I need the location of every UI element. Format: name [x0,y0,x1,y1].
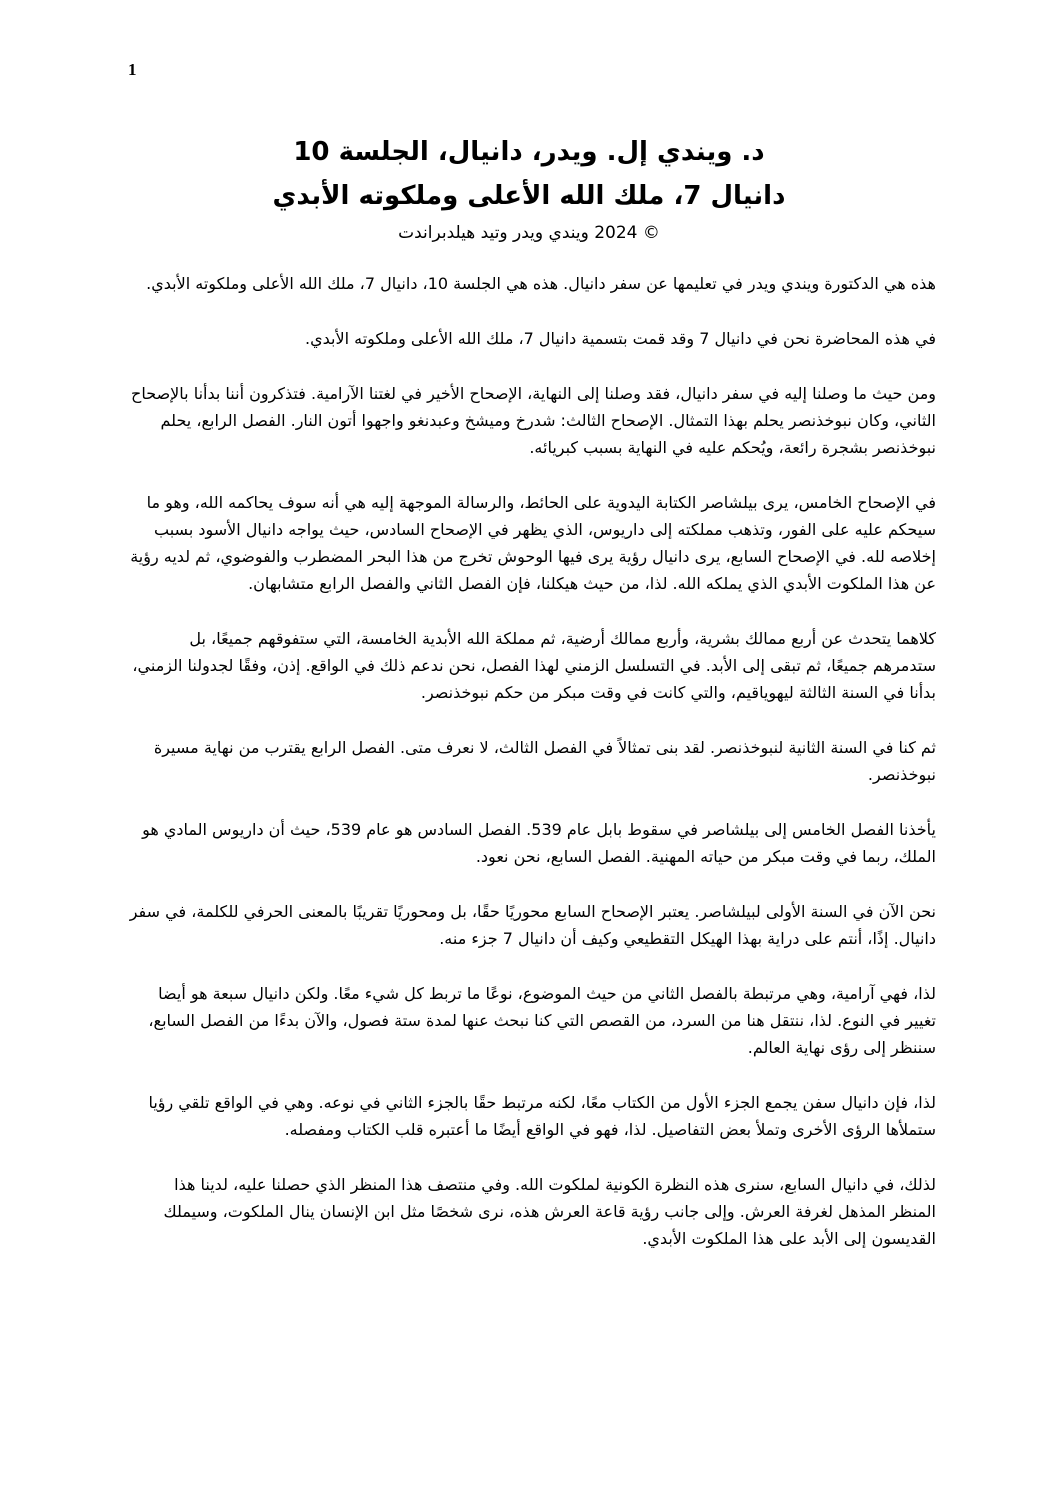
paragraph: لذا، فإن دانيال سفن يجمع الجزء الأول من الكتاب معًا، لكنه مرتبط حقًا بالجزء الثاني في نوعه. وهي في الواقع تلقي رؤيا ستملأها الرؤى الأخرى وتملأ بعض التفاصيل. لذا، فهو في الواقع أيضًا ما أعتبره قلب الكتاب ومفصله. [148,1093,936,1139]
document-header [120,130,938,248]
title-line-2: دانيال 7، ملك الله الأعلى وملكوته الأبدي [272,181,786,211]
title-line-1: د. ويندي إل. ويدر، دانيال، الجلسة 10 [293,137,765,167]
copyright-line: © 2024 ويندي ويدر وتيد هيلدبراندت [398,223,660,243]
paragraph: نحن الآن في السنة الأولى لبيلشاصر. يعتبر الإصحاح السابع محوريًا حقًا، بل ومحوريًا تقريبًا بالمعنى الحرفي للكلمة، في سفر دانيال. إذًا، أنتم على دراية بهذا الهيكل التقطيعي وكيف أن دانيال 7 جزء منه. [129,902,936,948]
paragraph: كلاهما يتحدث عن أربع ممالك بشرية، وأربع ممالك أرضية، ثم مملكة الله الأبدية الخامسة، التي ستفوقهم جميعًا، بل ستدمرهم جميعًا، ثم تبقى إلى الأبد. في التسلسل الزمني لهذا الفصل، نحن ندعم ذلك في الواقع. إذن، وفقًا لجدولنا الزمني، بدأنا في السنة الثالثة ليهوياقيم، والتي كانت في وقت مبكر من حكم نبوخذنصر. [132,629,936,702]
paragraph: لذا، فهي آرامية، وهي مرتبطة بالفصل الثاني من حيث الموضوع، نوعًا ما تربط كل شيء معًا. ولكن دانيال سبعة هو أيضا تغيير في النوع. لذا، ننتقل هنا من السرد، من القصص التي كنا نبحث عنها لمدة ستة فصول، والآن بدءًا من الفصل السابع، سننظر إلى رؤى نهاية العالم. [148,984,936,1057]
paragraph: في الإصحاح الخامس، يرى بيلشاصر الكتابة اليدوية على الحائط، والرسالة الموجهة إليه هي أنه سوف يحاكمه الله، وهو ما سيحكم عليه على الفور، وتذهب مملكته إلى داريوس، الذي يظهر في الإصحاح السادس، حيث يواجه دانيال الأسود بسبب إخلاصه لله. في الإصحاح السابع، يرى دانيال رؤية يرى فيها الوحوش تخرج من هذا البحر المضطرب والفوضوي، ثم لديه رؤية عن هذا الملكوت الأبدي الذي يملكه الله. لذا، من حيث هيكلنا، فإن الفصل الثاني والفصل الرابع متشابهان. [130,493,936,593]
paragraph: ثم كنا في السنة الثانية لنبوخذنصر. لقد بنى تمثالاً في الفصل الثالث، لا نعرف متى. الفصل الرابع يقترب من نهاية مسيرة نبوخذنصر. [153,738,936,784]
paragraph: هذه هي الدكتورة ويندي ويدر في تعليمها عن سفر دانيال. هذه هي الجلسة 10، دانيال 7، ملك الله الأعلى وملكوته الأبدي. [146,274,936,293]
document-body [128,270,936,1280]
paragraph: ومن حيث ما وصلنا إليه في سفر دانيال، فقد وصلنا إلى النهاية، الإصحاح الأخير في لغتنا الآرامية. فتذكرون أننا بدأنا بالإصحاح الثاني، وكان نبوخذنصر يحلم بهذا التمثال. الإصحاح الثالث: شدرخ وميشخ وعبدنغو واجهوا أتون النار. الفصل الرابع، يحلم نبوخذنصر بشجرة رائعة، ويُحكم عليه في النهاية بسبب كبريائه. [131,384,936,457]
paragraph: في هذه المحاضرة نحن في دانيال 7 وقد قمت بتسمية دانيال 7، ملك الله الأعلى وملكوته الأبدي. [305,329,936,348]
page-number: 1 [128,60,137,79]
paragraph: لذلك، في دانيال السابع، سنرى هذه النظرة الكونية لملكوت الله. وفي منتصف هذا المنظر الذي حصلنا عليه، لدينا هذا المنظر المذهل لغرفة العرش. وإلى جانب رؤية قاعة العرش هذه، نرى شخصًا مثل ابن الإنسان ينال الملكوت، وسيملك القديسون إلى الأبد على هذا الملكوت الأبدي. [163,1175,936,1248]
paragraph: يأخذنا الفصل الخامس إلى بيلشاصر في سقوط بابل عام 539. الفصل السادس هو عام 539، حيث أن داريوس المادي هو الملك، ربما في وقت مبكر من حياته المهنية. الفصل السابع، نحن نعود. [142,820,936,866]
